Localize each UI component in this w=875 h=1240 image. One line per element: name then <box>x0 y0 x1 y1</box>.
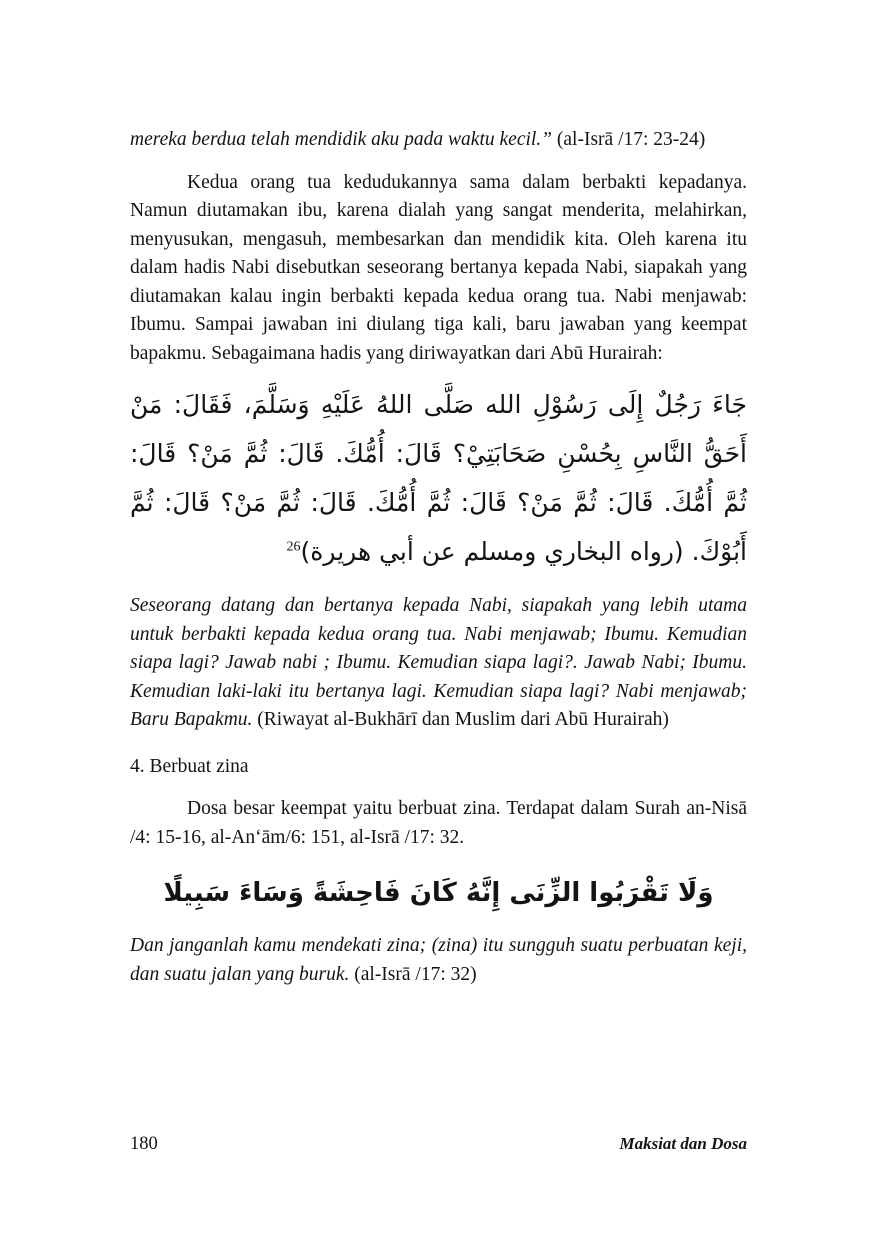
verse-translation-italic: Dan janganlah kamu mendekati zina; (zina) itu sungguh suatu perbuatan keji, dan suatu jalan yang buruk. <box>130 935 747 985</box>
verse-translation <box>130 932 747 989</box>
page-number: 180 <box>130 1134 158 1154</box>
opening-quote-italic: mereka berdua telah mendidik aku pada waktu kecil.” <box>130 129 553 150</box>
hadith-arabic-block <box>130 380 747 576</box>
hadith-translation-italic: Seseorang datang dan bertanya kepada Nabi, siapakah yang lebih utama untuk berbakti kepada kedua orang tua. Nabi menjawab; Ibumu. Kemudian siapa lagi? Jawab nabi ; Ibumu. Kemudian siapa lagi?. Jawab Nabi; Ibumu. Kemudian laki-laki itu bertanya lagi. Kemudian siapa lagi? Nabi menjawab; Baru Bapakmu. <box>130 595 747 730</box>
quran-verse-arabic: وَلَا تَقْرَبُوا الزِّنَى إِنَّهُ كَانَ فَاحِشَةً وَسَاءَ سَبِيلًا <box>163 878 714 908</box>
opening-quote-reference: (al-Isrā /17: 23-24) <box>552 129 706 150</box>
paragraph-dosa-zina: Dosa besar keempat yaitu berbuat zina. Terdapat dalam Surah an-Nisā /4: 15-16, al-An‘ām/6: 151, al-Isrā /17: 32. <box>130 798 747 848</box>
running-title: Maksiat dan Dosa <box>619 1134 747 1153</box>
hadith-translation-reference: (Riwayat al-Bukhārī dan Muslim dari Abū Hurairah) <box>252 709 669 730</box>
hadith-translation <box>130 592 747 735</box>
text-block <box>130 126 747 989</box>
section-heading-berbuat-zina: 4. Berbuat zina <box>130 755 249 777</box>
paragraph-kedua-orang-tua: Kedua orang tua kedudukannya sama dalam berbakti kepadanya. Namun diutamakan ibu, karena dialah yang sangat menderita, melahirkan, menyusukan, mengasuh, membesarkan dan mendidik kita. Oleh karena itu dalam hadis Nabi disebutkan seseorang bertanya kepada Nabi, siapakah yang diutamakan kalau ingin berbakti kepada kedua orang tua. Nabi menjawab: Ibumu. Sampai jawaban ini diulang tiga kali, baru jawaban yang keempat bapakmu. Sebagaimana hadis yang diriwayatkan dari Abū Hurairah: <box>130 171 747 364</box>
page-footer <box>130 1134 747 1155</box>
opening-paragraph <box>130 126 747 155</box>
hadith-arabic-text: جَاءَ رَجُلٌ إِلَى رَسُوْلِ الله صَلَّى اللهُ عَلَيْهِ وَسَلَّمَ، فَقَالَ: مَنْ أَحَقُّ النَّاسِ بِحُسْنِ صَحَابَتِيْ؟ قَالَ: أُمُّكَ. قَالَ: ثُمَّ مَنْ؟ قَالَ: ثُمَّ أُمُّكَ. قَالَ: ثُمَّ مَنْ؟ قَالَ: ثُمَّ أُمُّكَ. قَالَ: ثُمَّ مَنْ؟ قَالَ: ثُمَّ أَبُوْكَ. (رواه البخاري ومسلم عن أبي هريرة) <box>130 390 747 566</box>
footnote-marker: 26 <box>286 539 301 555</box>
verse-translation-reference: (al-Isrā /17: 32) <box>349 963 477 985</box>
